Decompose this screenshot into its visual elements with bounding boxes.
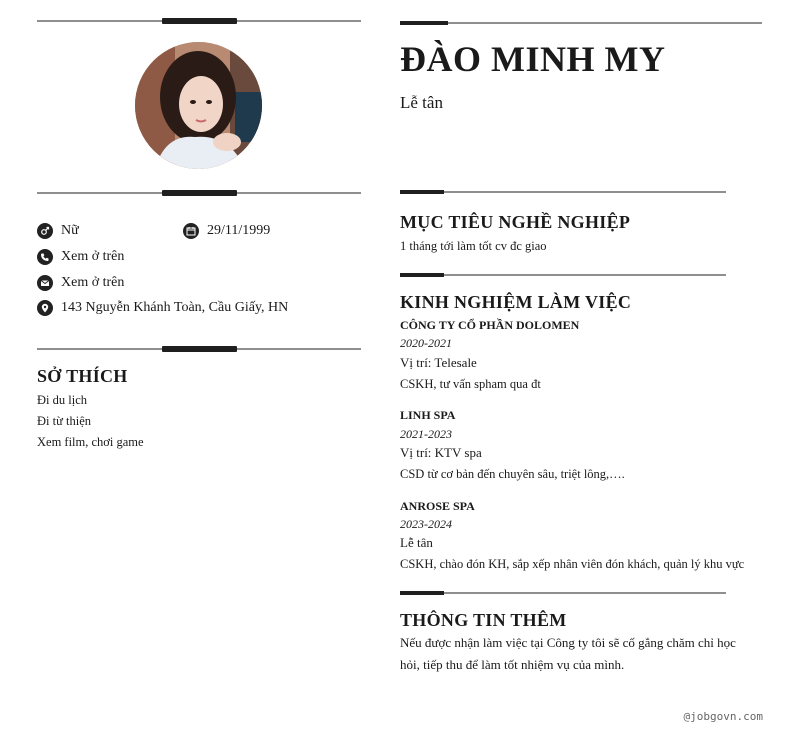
hobby-item: Đi du lịch: [37, 393, 87, 407]
contact-email: [37, 275, 124, 291]
gender-value: Nữ: [61, 223, 79, 238]
job-company: ANROSE SPA: [400, 499, 475, 513]
phone-value: Xem ở trên: [61, 249, 125, 264]
avatar: [135, 42, 262, 169]
objective-title: MỤC TIÊU NGHỀ NGHIỆP: [400, 212, 631, 232]
divider-mid-left-accent: [162, 190, 237, 196]
job-period: 2023-2024: [400, 517, 452, 531]
job-period: 2021-2023: [400, 427, 452, 441]
contact-address: [37, 300, 288, 316]
gender-icon: [37, 223, 53, 239]
job-period: 2020-2021: [400, 336, 452, 350]
location-icon: [37, 300, 53, 316]
phone-icon: [37, 249, 53, 265]
avatar-photo: [135, 42, 262, 169]
divider-objective-accent: [400, 190, 444, 194]
divider-experience-accent: [400, 273, 444, 277]
hobby-item: Đi từ thiện: [37, 414, 91, 428]
divider-additional: [400, 592, 726, 594]
hobby-item: Xem film, chơi game: [37, 435, 144, 449]
divider-top-right: [400, 22, 762, 24]
job-position: Lễ tân: [400, 535, 433, 550]
job-description: CSKH, chào đón KH, sắp xếp nhân viên đón khách, quản lý khu vực: [400, 557, 745, 571]
job-title: Lễ tân: [400, 93, 443, 112]
job-company: CÔNG TY CỔ PHẦN DOLOMEN: [400, 318, 580, 332]
experience-title: KINH NGHIỆM LÀM VIỆC: [400, 292, 632, 312]
email-value: Xem ở trên: [61, 275, 125, 290]
divider-hobbies-accent: [162, 346, 237, 352]
additional-text: Nếu được nhận làm việc tại Công ty tôi sẽ cố gắng chăm chỉ học hỏi, tiếp thu để làm tốt nhiệm vụ của mình.: [400, 635, 736, 672]
contact-gender: [37, 223, 79, 239]
calendar-icon: [183, 223, 199, 239]
job-description: CSKH, tư vấn spham qua đt: [400, 377, 541, 391]
divider-top-left-accent: [162, 18, 237, 24]
divider-objective: [400, 191, 726, 193]
contact-birthday: [183, 223, 270, 239]
watermark: @jobgovn.com: [683, 710, 763, 723]
email-icon: [37, 275, 53, 291]
divider-additional-accent: [400, 591, 444, 595]
additional-title: THÔNG TIN THÊM: [400, 610, 567, 630]
birthday-value: 29/11/1999: [207, 223, 271, 238]
contact-phone: [37, 249, 124, 265]
hobbies-title: SỞ THÍCH: [37, 366, 128, 386]
job-position: Vị trí: KTV spa: [400, 445, 482, 460]
divider-top-right-accent: [400, 21, 448, 25]
candidate-name: ĐÀO MINH MY: [400, 39, 666, 79]
job-position: Vị trí: Telesale: [400, 355, 477, 370]
job-company: LINH SPA: [400, 408, 456, 422]
divider-experience: [400, 274, 726, 276]
job-description: CSD từ cơ bản đến chuyên sâu, triệt lông,….: [400, 467, 625, 481]
objective-text: 1 tháng tới làm tốt cv đc giao: [400, 239, 547, 253]
address-value: 143 Nguyễn Khánh Toàn, Cầu Giấy, HN: [61, 300, 289, 315]
